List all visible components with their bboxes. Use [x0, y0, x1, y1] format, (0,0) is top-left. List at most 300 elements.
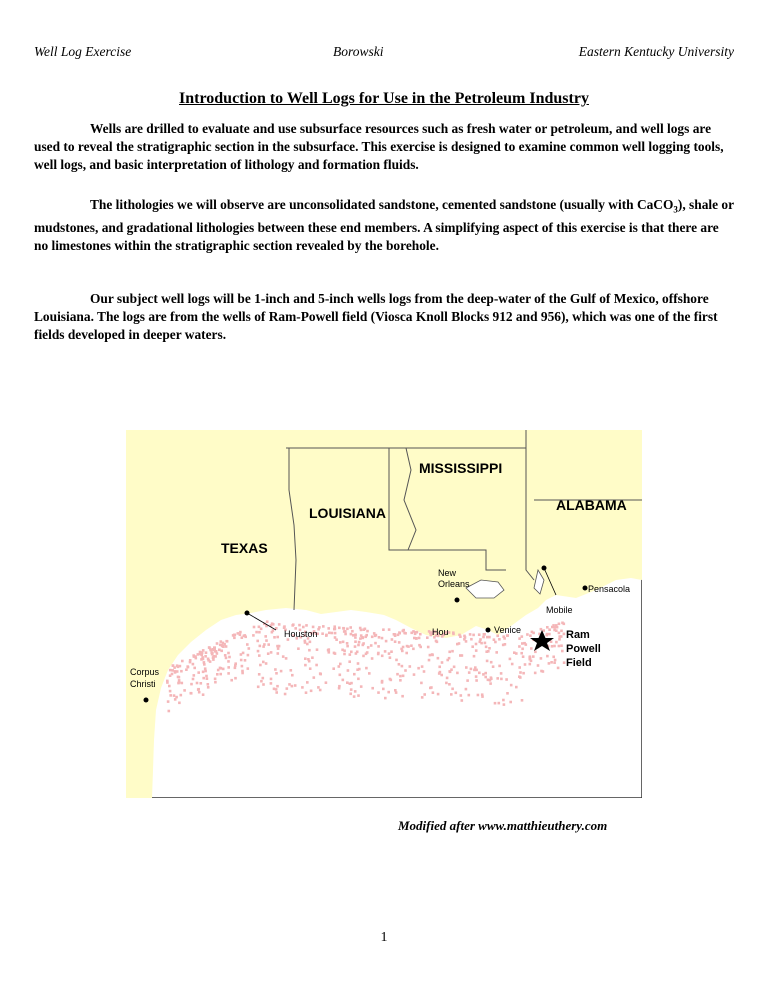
well-dot — [502, 699, 505, 702]
well-dot — [200, 658, 203, 661]
well-dot — [365, 667, 368, 670]
well-dot — [230, 679, 233, 682]
well-dot — [521, 648, 524, 651]
well-dot — [548, 633, 551, 636]
well-dot — [371, 657, 374, 660]
well-dot — [258, 673, 261, 676]
well-dot — [482, 636, 485, 639]
well-dot — [394, 689, 397, 692]
well-dot — [216, 673, 219, 676]
well-dot — [343, 630, 346, 633]
well-dot — [258, 654, 261, 657]
well-dot — [168, 685, 171, 688]
well-dot — [227, 660, 230, 663]
well-dot — [385, 640, 388, 643]
well-dot — [552, 656, 555, 659]
well-dot — [333, 625, 336, 628]
well-dot — [227, 666, 230, 669]
well-dot — [371, 687, 374, 690]
well-dot — [558, 638, 561, 641]
well-dot — [186, 665, 189, 668]
well-dot — [469, 633, 472, 636]
well-dot — [456, 672, 459, 675]
well-dot — [321, 632, 324, 635]
well-dot — [301, 686, 304, 689]
well-dot — [356, 651, 359, 654]
well-dot — [212, 658, 215, 661]
well-dot — [291, 674, 294, 677]
well-dot — [338, 627, 341, 630]
well-dot — [202, 693, 205, 696]
well-dot — [377, 645, 380, 648]
well-dot — [311, 656, 314, 659]
city-label-pensacola: Pensacola — [588, 584, 631, 594]
well-dot — [490, 661, 493, 664]
well-dot — [342, 641, 345, 644]
well-dot — [518, 666, 521, 669]
well-dot — [553, 629, 556, 632]
well-dot — [506, 692, 509, 695]
well-dot — [304, 657, 307, 660]
well-dot — [450, 668, 453, 671]
well-dot — [351, 630, 354, 633]
well-dot — [438, 672, 441, 675]
well-dot — [192, 663, 195, 666]
well-dot — [354, 633, 357, 636]
well-dot — [474, 666, 477, 669]
well-dot — [228, 656, 231, 659]
well-dot — [297, 647, 300, 650]
well-dot — [262, 683, 265, 686]
well-dot — [404, 669, 407, 672]
well-dot — [537, 664, 540, 667]
state-label-alabama: ALABAMA — [556, 497, 627, 513]
well-dot — [477, 694, 480, 697]
well-dot — [558, 632, 561, 635]
well-dot — [332, 667, 335, 670]
well-dot — [354, 645, 357, 648]
well-dot — [207, 659, 210, 662]
well-dot — [417, 667, 420, 670]
well-dot — [479, 638, 482, 641]
paragraph-subject-logs: Our subject well logs will be 1-inch and 5-inch wells logs from the deep-water of the Gulf of Mexico, offshore Louisiana. The logs are from the wells of Ram-Powell field (Viosca Knoll Blocks 912 and 956), which was one of the first fields developed in deeper waters. — [34, 291, 718, 342]
well-dot — [258, 631, 261, 634]
well-dot — [438, 666, 441, 669]
well-dot — [489, 679, 492, 682]
well-dot — [542, 629, 545, 632]
well-dot — [550, 661, 553, 664]
well-dot — [309, 641, 312, 644]
well-dot — [307, 658, 310, 661]
well-dot — [493, 638, 496, 641]
well-dot — [484, 672, 487, 675]
well-dot — [381, 637, 384, 640]
well-dot — [224, 654, 227, 657]
well-dot — [353, 695, 356, 698]
well-dot — [234, 662, 237, 665]
well-dot — [414, 633, 417, 636]
well-dot — [306, 643, 309, 646]
well-dot — [521, 699, 524, 702]
well-dot — [350, 688, 353, 691]
paragraph-lithologies-a: The lithologies we will observe are unconsolidated sandstone, cemented sandstone (usually with CaCO — [90, 197, 674, 212]
well-dot — [333, 652, 336, 655]
well-dot — [445, 682, 448, 685]
well-dot — [489, 682, 492, 685]
well-dot — [429, 687, 432, 690]
well-dot — [401, 665, 404, 668]
well-dot — [222, 668, 225, 671]
well-dot — [471, 645, 474, 648]
well-dot — [390, 650, 393, 653]
well-dot — [233, 637, 236, 640]
well-dot — [206, 677, 209, 680]
well-dot — [192, 654, 195, 657]
city-label-venice: Venice — [494, 625, 522, 635]
well-dot — [327, 627, 330, 630]
well-dot — [219, 644, 222, 647]
well-dot — [200, 682, 203, 685]
well-dot — [173, 694, 176, 697]
well-dot — [450, 693, 453, 696]
well-dot — [204, 670, 207, 673]
page-number: 1 — [380, 930, 388, 945]
well-dot — [284, 693, 287, 696]
well-dot — [167, 700, 170, 703]
well-dot — [291, 624, 294, 627]
well-dot — [219, 667, 222, 670]
well-dot — [478, 633, 481, 636]
well-dot — [239, 631, 242, 634]
city-label-mobile: Mobile — [546, 605, 573, 615]
paragraph-intro: Wells are drilled to evaluate and use subsurface resources such as fresh water or petroleum, and well logs are used to reveal the stratigraphic section in the subsurface. This exercise is designed to examine common well logging tools, well logs, and basic interpretation of lithology and formation fluids. — [34, 121, 724, 172]
well-dot — [360, 685, 363, 688]
well-dot — [448, 683, 451, 686]
well-dot — [181, 660, 184, 663]
well-dot — [347, 669, 350, 672]
well-dot — [480, 642, 483, 645]
well-dot — [267, 643, 270, 646]
well-dot — [190, 683, 193, 686]
well-dot — [387, 691, 390, 694]
well-dot — [515, 652, 518, 655]
well-dot — [452, 633, 455, 636]
well-dot — [495, 651, 498, 654]
well-dot — [382, 688, 385, 691]
well-dot — [334, 632, 337, 635]
well-dot — [475, 643, 478, 646]
well-dot — [168, 710, 171, 713]
well-dot — [446, 659, 449, 662]
well-dot — [398, 641, 401, 644]
well-dot — [548, 628, 551, 631]
well-dot — [273, 636, 276, 639]
well-dot — [169, 669, 172, 672]
document-title: Introduction to Well Logs for Use in the Petroleum Industry — [179, 90, 589, 107]
well-dot — [316, 648, 319, 651]
well-dot — [346, 681, 349, 684]
well-dot — [555, 641, 558, 644]
well-dot — [180, 670, 183, 673]
well-dot — [214, 681, 217, 684]
well-dot — [421, 696, 424, 699]
field-label-line1: Ram — [566, 629, 590, 641]
well-dot — [349, 626, 352, 629]
well-dot — [395, 691, 398, 694]
well-dot — [241, 670, 244, 673]
well-dot — [432, 691, 435, 694]
well-dot — [418, 637, 421, 640]
well-dot — [259, 645, 262, 648]
well-dot — [554, 626, 557, 629]
state-label-mississippi: MISSISSIPPI — [419, 460, 503, 476]
well-dot — [364, 636, 367, 639]
well-dot — [280, 670, 283, 673]
well-dot — [470, 668, 473, 671]
well-dot — [494, 641, 497, 644]
well-dot — [174, 671, 177, 674]
city-label-corpus-2: Christi — [130, 679, 156, 689]
well-dot — [357, 662, 360, 665]
well-dot — [441, 661, 444, 664]
well-dot — [339, 674, 342, 677]
well-dot — [478, 672, 481, 675]
well-dot — [484, 676, 487, 679]
well-dot — [265, 662, 268, 665]
well-dot — [468, 671, 471, 674]
city-dot-pensacola — [583, 586, 588, 591]
well-dot — [338, 687, 341, 690]
well-dot — [563, 633, 566, 636]
well-dot — [177, 682, 180, 685]
well-dot — [381, 681, 384, 684]
well-dot — [247, 667, 250, 670]
well-dot — [247, 654, 250, 657]
well-dot — [189, 659, 192, 662]
well-dot — [436, 641, 439, 644]
well-dot — [171, 669, 174, 672]
well-dot — [360, 629, 363, 632]
well-dot — [560, 630, 563, 633]
well-dot — [193, 674, 196, 677]
state-label-texas: TEXAS — [221, 540, 268, 556]
well-dot — [431, 654, 434, 657]
well-dot — [464, 636, 467, 639]
well-dot — [267, 652, 270, 655]
well-dot — [205, 675, 208, 678]
well-dot — [529, 634, 532, 637]
well-dot — [553, 661, 556, 664]
well-dot — [202, 671, 205, 674]
well-dot — [198, 691, 201, 694]
well-dot — [222, 642, 225, 645]
well-dot — [181, 682, 184, 685]
well-dot — [475, 675, 478, 678]
well-dot — [244, 659, 247, 662]
well-dot — [498, 702, 501, 705]
well-dot — [560, 635, 563, 638]
well-dot — [413, 637, 416, 640]
well-dot — [532, 655, 535, 658]
well-dot — [381, 655, 384, 658]
well-dot — [401, 695, 404, 698]
well-dot — [550, 640, 553, 643]
well-dot — [485, 646, 488, 649]
well-dot — [325, 634, 328, 637]
well-dot — [529, 657, 532, 660]
well-dot — [522, 672, 525, 675]
city-label-houma: Hou — [432, 627, 449, 637]
well-dot — [546, 626, 549, 629]
well-dot — [218, 649, 221, 652]
well-dot — [259, 664, 262, 667]
well-dot — [423, 693, 426, 696]
well-dot — [410, 632, 413, 635]
header-right: Eastern Kentucky University — [578, 44, 734, 59]
well-dot — [197, 653, 200, 656]
well-dot — [485, 650, 488, 653]
well-dot — [290, 669, 293, 672]
well-dot — [502, 635, 505, 638]
well-dot — [243, 635, 246, 638]
well-dot — [304, 664, 307, 667]
well-dot — [546, 655, 549, 658]
well-dot — [350, 651, 353, 654]
well-dot — [270, 651, 273, 654]
well-dot — [257, 650, 260, 653]
well-dot — [275, 688, 278, 691]
well-dot — [561, 650, 564, 653]
well-dot — [197, 688, 200, 691]
well-dot — [553, 645, 556, 648]
well-dot — [180, 694, 183, 697]
well-dot — [509, 658, 512, 661]
well-dot — [343, 653, 346, 656]
well-dot — [334, 636, 337, 639]
well-dot — [486, 660, 489, 663]
well-dot — [475, 679, 478, 682]
well-dot — [475, 649, 478, 652]
well-dot — [193, 667, 196, 670]
well-dot — [484, 642, 487, 645]
well-dot — [305, 624, 308, 627]
well-dot — [440, 674, 443, 677]
well-dot — [260, 628, 263, 631]
well-dot — [294, 684, 297, 687]
well-dot — [389, 678, 392, 681]
well-dot — [264, 635, 267, 638]
well-dot — [458, 642, 461, 645]
well-dot — [185, 668, 188, 671]
well-dot — [494, 702, 497, 705]
well-dot — [239, 633, 242, 636]
well-dot — [234, 667, 237, 670]
well-dot — [405, 652, 408, 655]
well-dot — [521, 642, 524, 645]
header-left: Well Log Exercise — [34, 44, 132, 59]
well-dot — [328, 632, 331, 635]
well-dot — [278, 623, 281, 626]
well-dot — [271, 631, 274, 634]
well-dot — [448, 651, 451, 654]
well-dot — [256, 640, 259, 643]
well-dot — [518, 637, 521, 640]
well-dot — [551, 645, 554, 648]
well-dot — [558, 623, 561, 626]
well-dot — [202, 677, 205, 680]
well-dot — [446, 677, 449, 680]
well-dot — [377, 652, 380, 655]
well-dot — [339, 641, 342, 644]
city-label-new-orleans-1: New — [438, 568, 457, 578]
well-dot — [190, 692, 193, 695]
well-dot — [172, 664, 175, 667]
well-dot — [394, 633, 397, 636]
well-dot — [563, 661, 566, 664]
well-dot — [455, 692, 458, 695]
well-dot — [540, 657, 543, 660]
well-dot — [210, 649, 213, 652]
well-dot — [451, 650, 454, 653]
city-label-new-orleans-2: Orleans — [438, 579, 470, 589]
well-dot — [248, 647, 251, 650]
well-dot — [519, 671, 522, 674]
well-dot — [510, 684, 513, 687]
well-dot — [384, 650, 387, 653]
well-dot — [302, 626, 305, 629]
paragraph-lithologies-sub: 3 — [673, 204, 678, 215]
well-dot — [511, 663, 514, 666]
well-dot — [473, 655, 476, 658]
well-dot — [214, 678, 217, 681]
well-dot — [178, 679, 181, 682]
well-dot — [529, 663, 532, 666]
well-dot — [275, 672, 278, 675]
well-dot — [540, 670, 543, 673]
well-dot — [255, 631, 258, 634]
well-dot — [354, 690, 357, 693]
well-dot — [406, 645, 409, 648]
well-dot — [322, 625, 325, 628]
well-dot — [204, 655, 207, 658]
well-dot — [370, 644, 373, 647]
well-dot — [523, 642, 526, 645]
gulf-coast-map — [126, 430, 642, 798]
well-dot — [500, 678, 503, 681]
well-dot — [270, 682, 273, 685]
well-dot — [504, 643, 507, 646]
well-dot — [319, 689, 322, 692]
well-dot — [482, 673, 485, 676]
well-dot — [220, 650, 223, 653]
well-dot — [319, 672, 322, 675]
well-dot — [213, 649, 216, 652]
well-dot — [473, 669, 476, 672]
well-dot — [366, 630, 369, 633]
well-dot — [371, 636, 374, 639]
well-dot — [412, 648, 415, 651]
well-dot — [212, 656, 215, 659]
well-dot — [461, 699, 464, 702]
well-dot — [362, 655, 365, 658]
well-dot — [530, 660, 533, 663]
well-dot — [175, 696, 178, 699]
well-dot — [195, 657, 198, 660]
well-dot — [429, 654, 432, 657]
well-dot — [203, 663, 206, 666]
well-dot — [458, 634, 461, 637]
well-dot — [472, 634, 475, 637]
